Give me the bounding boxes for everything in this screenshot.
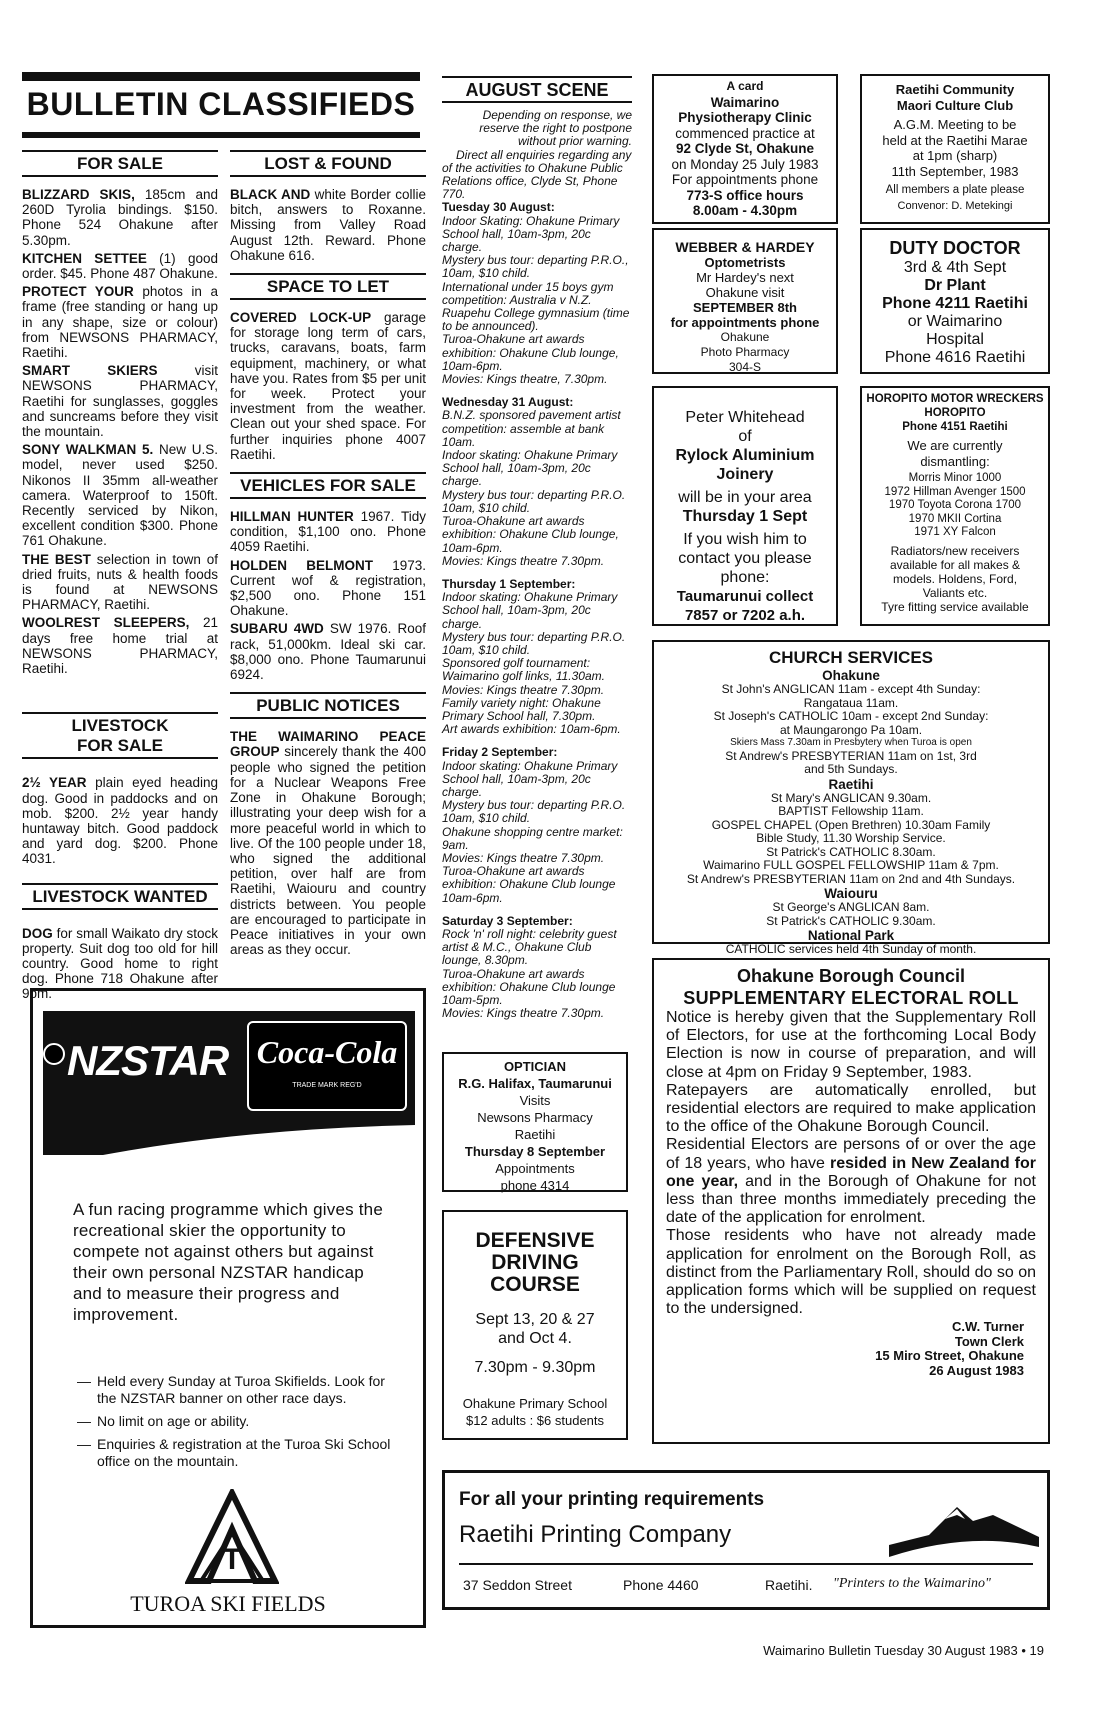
lost-found-heading: LOST & FOUND xyxy=(230,150,426,177)
church-service: Bible Study, 11.30 Worship Service. xyxy=(756,831,946,845)
space-to-let-list xyxy=(230,310,426,462)
maori-l8: Convenor: D. Metekingi xyxy=(897,199,1013,212)
event-day: Tuesday 30 August: xyxy=(442,200,555,215)
webber-l7: Ohakune xyxy=(720,330,770,344)
rylock-box xyxy=(652,386,838,626)
wreckers-cars xyxy=(862,472,1048,540)
wreckers-l6: Radiators/new receivers xyxy=(890,543,1020,558)
classified-text: plain eyed heading dog. Good in paddocks and on mob. $200. 2½ year handy huntaway bitch. Good paddock and yard dog. $200. Phone 4031. xyxy=(22,775,218,867)
rylock-l6: Thursday 1 Sept xyxy=(682,508,808,525)
nzstar-bullets xyxy=(77,1373,397,1470)
event-day: Saturday 3 September: xyxy=(442,913,573,928)
classified-item xyxy=(22,552,218,613)
space-to-let-heading: SPACE TO LET xyxy=(230,273,426,300)
classified-item xyxy=(22,775,218,866)
rylock-l1: Peter Whitehead xyxy=(685,409,805,426)
mountain-graphic xyxy=(889,1499,1039,1559)
event-item: Mystery bus tour: departing P.R.O. 10am, $10 child. xyxy=(442,629,626,657)
nzstar-ad xyxy=(30,988,426,1628)
webber-l9: 304-S xyxy=(728,360,762,374)
event-item: Mystery bus tour: departing P.R.O., 10am, $10 child. xyxy=(442,253,629,281)
footer: Waimarino Bulletin Tuesday 30 August 1983 • 19 xyxy=(763,1643,1044,1658)
wreckers-l10: Tyre fitting service available xyxy=(881,599,1029,614)
swoosh-graphic xyxy=(43,1119,415,1155)
duty-l7: Phone 4616 Raetihi xyxy=(884,349,1026,366)
event-day: Wednesday 31 August: xyxy=(442,395,574,410)
rylock-l3: Rylock Aluminium xyxy=(675,447,815,464)
for-sale-heading: FOR SALE xyxy=(22,150,218,177)
council-body xyxy=(666,1009,1036,1318)
august-scene xyxy=(442,76,632,1020)
printing-town: Raetihi. xyxy=(765,1577,813,1593)
classified-text: 21 days free home trial at NEWSONS PHARMACY, Raetihi. xyxy=(22,615,218,677)
wreckers-l2: HOROPITO xyxy=(924,407,986,419)
days-list xyxy=(442,201,632,1020)
event-item: Turoa-Ohakune art awards exhibition: Ohakune Club lounge, 10am-6pm. xyxy=(442,332,619,373)
august-scene-events xyxy=(442,109,632,1020)
council-p1: Notice is hereby given that the Supplementary Roll of Electors, for use at the forthcoming Local Body Election is now in course of preparation, and will close at 4pm on Friday 9 September, 1983. xyxy=(666,1009,1036,1081)
printing-address: 37 Seddon Street xyxy=(463,1577,572,1593)
wreckers-l5: dismantling: xyxy=(920,454,990,469)
church-box xyxy=(652,640,1050,956)
church-service: St Patrick's CATHOLIC 8.30am. xyxy=(766,844,936,859)
column-2 xyxy=(230,140,426,960)
event-item: Turoa-Ohakune art awards exhibition: Ohakune Club lounge 10am-6pm. xyxy=(442,864,616,905)
defensive-driving-box xyxy=(442,1210,628,1440)
classified-text: white Border collie bitch, answers to Roxanne. Missing from Valley Road August 12th. Reward. Phone Ohakune 616. xyxy=(230,187,426,263)
livestock-for-sale-list xyxy=(22,775,218,866)
event-item: Ohakune shopping centre market: 9am. xyxy=(442,824,623,852)
church-service: Waimarino FULL GOSPEL FELLOWSHIP 11am & 7pm. xyxy=(703,858,999,872)
bullet-2: — No limit on age or ability. xyxy=(77,1413,397,1430)
classified-lead: BLACK AND xyxy=(230,187,311,202)
church-town: Waiouru xyxy=(824,886,878,901)
council-p3 xyxy=(666,1136,1036,1227)
wreckers-box xyxy=(860,386,1050,626)
maori-l3: A.G.M. Meeting to be xyxy=(893,117,1017,132)
optician-phone: phone 4314 xyxy=(500,1178,570,1193)
event-item: Rock 'n' roll night: celebrity guest artist & M.C., Ohakune Club lounge, 8.30pm. xyxy=(442,926,617,968)
physio-l2: Waimarino xyxy=(710,94,780,110)
car-item: 1972 Hillman Avenger 1500 xyxy=(884,485,1026,498)
church-town: National Park xyxy=(807,928,895,943)
church-heading: CHURCH SERVICES xyxy=(768,648,934,667)
classified-lead: HILLMAN HUNTER xyxy=(230,509,354,525)
car-item: 1971 XY Falcon xyxy=(914,526,996,538)
turoa-ski-fields: TUROA SKI FIELDS xyxy=(130,1591,326,1616)
defensive-dates: Sept 13, 20 & 27 xyxy=(475,1311,595,1328)
bullet-1-text: Held every Sunday at Turoa Skifields. Look for the NZSTAR banner on other race days. xyxy=(97,1373,385,1406)
classified-lead: THE WAIMARINO PEACE GROUP xyxy=(230,729,426,760)
optician-box xyxy=(442,1052,628,1192)
council-subtitle: SUPPLEMENTARY ELECTORAL ROLL xyxy=(683,988,1019,1008)
event-item: Mystery bus tour: departing P.R.O. 10am, $10 child. xyxy=(442,487,626,515)
maori-l2: Maori Culture Club xyxy=(896,97,1014,113)
event-item: Indoor skating: Ohakune Primary School hall, 10am-3pm, 20c charge. xyxy=(442,448,618,489)
bullet-2-text: No limit on age or ability. xyxy=(97,1413,250,1429)
classified-item xyxy=(22,363,218,439)
classified-item xyxy=(230,187,426,263)
classified-lead: BLIZZARD SKIS, xyxy=(22,187,135,202)
maori-l6: 11th September, 1983 xyxy=(891,163,1019,179)
church-service: GOSPEL CHAPEL (Open Brethren) 10.30am Family xyxy=(711,817,991,832)
classified-item xyxy=(230,729,426,957)
event-item: Family variety night: Ohakune Primary School hall, 7.30pm. xyxy=(442,695,601,723)
car-item: 1970 MKII Cortina xyxy=(908,512,1002,525)
public-notices-heading: PUBLIC NOTICES xyxy=(230,692,426,719)
nzstar-swoosh xyxy=(43,1119,415,1155)
public-notices-list xyxy=(230,729,426,957)
classified-text: New U.S. model, never used $250. Nikonos II 35mm all-weather camera. Waterproof to 150ft. Recently serviced by Nikon, excellent condition $300. Phone 761 Ohakune. xyxy=(22,442,218,549)
classified-text: SW 1976. Roof rack, 51,000km. Ideal ski car. $8,000 ono. Phone Taumarunui 6924. xyxy=(230,621,426,683)
classified-lead: THE BEST xyxy=(22,551,91,567)
event-item: International under 15 boys gym competition: Australia v N.Z. Ruapehu College gymnasium (time to be announced). xyxy=(442,279,630,334)
classified-text: 1973. Current wof & registration, $2,500 ono. Phone 151 Ohakune. xyxy=(230,557,426,619)
physio-l4: commenced practice at xyxy=(675,125,815,141)
optician-l3: Visits xyxy=(519,1093,551,1108)
physio-hours: 8.00am - 4.30pm xyxy=(692,203,798,218)
event-item: Art awards exhibition: 10am-6pm. xyxy=(442,722,621,737)
event-item: Mystery bus tour: departing P.R.O. 10am, $10 child. xyxy=(442,798,626,826)
council-signature xyxy=(666,1320,1036,1378)
livestock-for-sale-heading xyxy=(22,712,218,759)
webber-l6: for appointments phone xyxy=(670,315,820,330)
nzstar-logo: NZSTAR xyxy=(67,1037,229,1084)
webber-l1: WEBBER & HARDEY xyxy=(675,239,815,255)
rylock-l9: phone: xyxy=(720,569,770,586)
printing-ad xyxy=(442,1470,1050,1610)
classified-text: 1967. Tidy condition, $1,100 ono. Phone 4059 Raetihi. xyxy=(230,509,426,555)
physio-phone: 773-S office hours xyxy=(686,187,804,203)
defensive-dates-2: and Oct 4. xyxy=(498,1330,572,1347)
webber-date: SEPTEMBER 8th xyxy=(692,300,797,315)
bullet-3: — Enquiries & registration at the Turoa Ski School office on the mountain. xyxy=(77,1436,397,1470)
masthead-title: BULLETIN CLASSIFIEDS xyxy=(26,86,416,122)
wreckers-l4: We are currently xyxy=(907,438,1003,453)
maori-l4: held at the Raetihi Marae xyxy=(882,132,1028,148)
vehicles-heading: VEHICLES FOR SALE xyxy=(230,472,426,499)
webber-hardey-box xyxy=(652,228,838,374)
event-item: Turoa-Ohakune art awards exhibition: Ohakune Club lounge, 10am-6pm. xyxy=(442,514,619,555)
church-service: St Patrick's CATHOLIC 9.30am. xyxy=(766,913,936,928)
church-service: St Joseph's CATHOLIC 10am - except 2nd Sunday: xyxy=(713,709,989,723)
optician-l7: Appointments xyxy=(495,1161,575,1176)
intro-2: Direct all enquiries regarding any of the activities to Ohakune Public Relations office, Clyde St, Phone 770. xyxy=(442,147,632,202)
optician-date: Thursday 8 September xyxy=(464,1144,606,1159)
coca-cola-logo xyxy=(247,1021,407,1111)
council-p3c: and in the Borough of Ohakune for not less than three months immediately preceding the date of the application for enrolment. xyxy=(666,1172,1037,1227)
wreckers-title: HOROPITO MOTOR WRECKERS xyxy=(866,393,1044,405)
duty-l4: Phone 4211 Raetihi xyxy=(882,295,1028,312)
event-item: Indoor skating: Ohakune Primary School hall, 10am-3pm, 20c charge. xyxy=(442,758,618,799)
wreckers-l9: Valiants etc. xyxy=(922,585,988,600)
printing-phone: Phone 4460 xyxy=(623,1577,699,1593)
rylock-l7: If you wish him to xyxy=(683,531,807,548)
defensive-time: 7.30pm - 9.30pm xyxy=(474,1359,596,1376)
classified-text: selection in town of dried fruits, nuts & health foods is found at NEWSONS PHARMACY, Raetihi. xyxy=(22,551,218,613)
rylock-l4: Joinery xyxy=(716,466,774,483)
event-item: Indoor Skating: Ohakune Primary School hall, 10am-3pm, 20c charge. xyxy=(442,213,620,255)
classified-lead: KITCHEN SETTEE xyxy=(22,250,147,266)
classified-lead: PROTECT YOUR xyxy=(22,284,134,300)
classified-lead: COVERED LOCK-UP xyxy=(230,310,372,326)
masthead xyxy=(22,72,420,138)
classified-item xyxy=(22,284,218,360)
wreckers-l7: available for all makes & xyxy=(889,557,1021,572)
church-service: St Mary's ANGLICAN 9.30am. xyxy=(770,790,932,805)
august-scene-heading: AUGUST SCENE xyxy=(442,76,632,103)
turoa-logo-icon xyxy=(185,1489,279,1585)
church-service: St Andrew's PRESBYTERIAN 11am on 2nd and 4th Sundays. xyxy=(686,871,1016,886)
classified-item xyxy=(22,251,218,281)
car-item: Morris Minor 1000 xyxy=(908,472,1002,484)
classified-text: garage for storage long term of cars, trucks, caravans, boats, farm equipment, machinery, or what have you. Rates from $5 per unit for week. Protect your investment from the weather. Clean out your shed space. For further inquiries phone 4007 Raetihi. xyxy=(230,310,426,462)
event-item: Movies: Kings theatre 7.30pm. xyxy=(442,850,605,865)
rylock-l8: contact you please xyxy=(678,550,812,567)
optician-name: R.G. Halifax, Taumarunui xyxy=(458,1076,612,1091)
maori-l7: All members a plate please xyxy=(885,184,1025,196)
physio-address: 92 Clyde St, Ohakune xyxy=(675,141,815,156)
physio-l1: A card xyxy=(726,79,764,93)
duty-l6: Hospital xyxy=(926,331,984,348)
livestock-heading-1: LIVESTOCK xyxy=(71,716,169,736)
classified-lead: 2½ YEAR xyxy=(22,775,87,791)
duty-l2: 3rd & 4th Sept xyxy=(903,259,1007,276)
council-title: Ohakune Borough Council xyxy=(737,966,965,986)
classified-text: 185cm and 260D Tyrolia bindings. $150. Phone 524 Ohakune after 5.30pm. xyxy=(22,187,219,248)
printing-company: Raetihi Printing Company xyxy=(459,1521,732,1548)
for-sale-list xyxy=(22,187,218,676)
vehicles-list xyxy=(230,509,426,682)
church-service: St John's ANGLICAN 11am - except 4th Sunday: xyxy=(721,682,981,696)
maori-l1: Raetihi Community xyxy=(895,82,1015,97)
classified-lead: SMART SKIERS xyxy=(22,363,158,379)
classified-item xyxy=(230,621,426,682)
lost-found-list xyxy=(230,187,426,263)
classified-item xyxy=(22,442,218,548)
event-item: Movies: Kings theatre, 7.30pm. xyxy=(442,372,608,387)
classified-text: for small Waikato dry stock property. Suit dog too old for hill country. Good home to right dog. Phone 718 Ohakune after 9pm. xyxy=(22,925,218,1002)
column-1 xyxy=(22,140,218,1005)
classified-item xyxy=(22,187,218,248)
duty-l3: Dr Plant xyxy=(924,277,986,294)
council-p2: Ratepayers are automatically enrolled, but residential electors are required to make application to the office of the Ohakune Borough Council. xyxy=(666,1081,1036,1136)
rylock-l5: will be in your area xyxy=(678,489,812,506)
webber-l4: Ohakune visit xyxy=(705,285,785,300)
church-town: Ohakune xyxy=(822,668,880,683)
intro-1: Depending on response, we reserve the right to postpone without prior warning. xyxy=(479,108,632,149)
livestock-wanted-heading: LIVESTOCK WANTED xyxy=(22,883,218,910)
classified-lead: DOG xyxy=(22,925,53,941)
nzstar-banner xyxy=(43,1011,415,1121)
classified-text: (1) good order. $45. Phone 487 Ohakune. xyxy=(22,250,218,282)
defensive-price: $12 adults : $6 students xyxy=(465,1413,605,1428)
bullet-1: — Held every Sunday at Turoa Skifields. Look for the NZSTAR banner on other race days. xyxy=(77,1373,397,1407)
rylock-l10: Taumarunui collect xyxy=(676,588,814,605)
physio-l6: on Monday 25 July 1983 xyxy=(671,156,819,172)
printing-slogan: "Printers to the Waimarino" xyxy=(833,1576,991,1591)
printing-mountain-icon xyxy=(889,1499,1039,1559)
physio-title: Physiotherapy Clinic xyxy=(678,110,812,125)
printing-rule xyxy=(459,1563,1033,1565)
classified-text: photos in a frame (free standing or hang up in any shape, size or colour) from NEWSONS PHARMACY, Raetihi. xyxy=(22,284,218,361)
classified-item xyxy=(22,615,218,676)
event-item: Movies: Kings theatre 7.30pm. xyxy=(442,1006,605,1021)
defensive-title-2: DRIVING xyxy=(491,1251,579,1274)
optician-title: OPTICIAN xyxy=(503,1059,567,1074)
classified-text: sincerely thank the 400 people who signed the petition for a Nuclear Weapons Free Zone in Ohakune Borough; illustrating your deep wish for a more peaceful world in which to live. Of the 100 people under 18, who signed the additional petition, over half are from Raetihi, Waiouru and country districts between. You people are encouraged to participate in Peace initiatives in your own areas as they occur. xyxy=(230,744,426,958)
maori-l5: at 1pm (sharp) xyxy=(912,148,998,163)
sig-2: Town Clerk xyxy=(954,1333,1024,1349)
church-service: St Andrew's PRESBYTERIAN 11am on 1st, 3rd xyxy=(725,748,977,763)
classified-item xyxy=(230,558,426,619)
bullet-3-text: Enquiries & registration at the Turoa Ski School office on the mountain. xyxy=(97,1436,391,1469)
sig-1: C.W. Turner xyxy=(952,1319,1024,1335)
webber-l3: Mr Hardey's next xyxy=(696,270,794,285)
sig-4: 26 August 1983 xyxy=(929,1362,1024,1378)
physio-l7: For appointments phone xyxy=(671,172,819,187)
classified-text: visit NEWSONS PHARMACY, Raetihi for sunglasses, goggles and suncreams before they visit the mountain. xyxy=(22,363,219,440)
webber-l2: Optometrists xyxy=(704,255,786,270)
wreckers-l8: models. Holdens, Ford, xyxy=(892,571,1018,586)
event-item: B.N.Z. sponsored pavement artist competition: assemble at bank 10am. xyxy=(442,408,621,449)
optician-l5: Raetihi xyxy=(514,1127,556,1142)
duty-l5: or Waimarino xyxy=(907,313,1003,330)
defensive-venue: Ohakune Primary School xyxy=(462,1396,608,1411)
church-service: Skiers Mass 7.30am in Presbytery when Turoa is open xyxy=(730,737,972,748)
classified-item xyxy=(230,310,426,462)
printing-l1: For all your printing requirements xyxy=(459,1489,765,1510)
event-item: Indoor skating: Ohakune Primary School hall, 10am-3pm, 20c charge. xyxy=(442,590,618,631)
turoa-logo-letter: T xyxy=(222,1543,242,1576)
church-lines xyxy=(654,668,1048,957)
livestock-heading-2: FOR SALE xyxy=(77,736,163,756)
classified-item xyxy=(230,509,426,555)
maori-club-box xyxy=(860,74,1050,224)
event-item: Sponsored golf tournament: Waimarino golf links, 11.30am. xyxy=(442,656,605,684)
coca-cola-wordmark: Coca-Cola xyxy=(256,1034,398,1070)
rylock-l2: of xyxy=(738,428,752,445)
event-item: Turoa-Ohakune art awards exhibition: Ohakune Club lounge 10am-5pm. xyxy=(442,966,616,1007)
council-p3b: resided in New Zealand for one year, xyxy=(666,1154,1037,1190)
duty-title: DUTY DOCTOR xyxy=(889,238,1021,258)
church-town: Raetihi xyxy=(828,776,874,792)
rylock-l11: 7857 or 7202 a.h. xyxy=(684,607,806,624)
classified-lead: WOOLREST SLEEPERS, xyxy=(22,615,190,631)
council-box xyxy=(652,958,1050,1444)
nzstar-star-icon xyxy=(43,1043,65,1065)
physio-box xyxy=(652,74,838,224)
event-day: Friday 2 September: xyxy=(442,745,558,760)
council-p3a: Residential Electors are persons of or over the age of 18 years, who have xyxy=(666,1136,1036,1172)
event-day: Thursday 1 September: xyxy=(442,576,576,591)
council-p4: Those residents who have not already made application for enrolment on the Borough Roll, as distinct from the Parliamentary Roll, should do so on application forms which will be supplied on request to the undersigned. xyxy=(666,1227,1036,1318)
optician-l4: Newsons Pharmacy xyxy=(477,1110,593,1125)
car-item: 1970 Toyota Corona 1700 xyxy=(888,499,1022,511)
church-service: CATHOLIC services held 4th Sunday of month. xyxy=(725,942,977,956)
wreckers-phone: Phone 4151 Raetihi xyxy=(902,421,1008,433)
church-service: and 5th Sundays. xyxy=(804,762,898,776)
classified-lead: HOLDEN BELMONT xyxy=(230,557,373,573)
church-service: St George's ANGLICAN 8am. xyxy=(772,900,930,914)
defensive-title-3: COURSE xyxy=(490,1273,580,1296)
church-service: Rangataua 11am. xyxy=(803,695,899,710)
sig-3: 15 Miro Street, Ohakune xyxy=(875,1348,1024,1364)
classified-lead: SONY WALKMAN 5. xyxy=(22,442,154,458)
defensive-title-1: DEFENSIVE xyxy=(475,1229,595,1252)
webber-l8: Photo Pharmacy xyxy=(700,345,790,359)
church-service: at Maungarongo Pa 10am. xyxy=(779,722,923,737)
event-item: Movies: Kings theatre 7.30pm. xyxy=(442,682,605,697)
event-item: Movies: Kings theatre 7.30pm. xyxy=(442,553,605,568)
duty-doctor-box xyxy=(860,228,1050,374)
church-service: BAPTIST Fellowship 11am. xyxy=(778,804,924,818)
trade-mark: TRADE MARK REG'D xyxy=(292,1082,362,1089)
nzstar-body: A fun racing programme which gives the recreational skier the opportunity to compete not against others but against their own personal NZSTAR handicap and to measure their progress and improvement. xyxy=(73,1200,383,1324)
classified-lead: SUBARU 4WD xyxy=(230,621,324,637)
